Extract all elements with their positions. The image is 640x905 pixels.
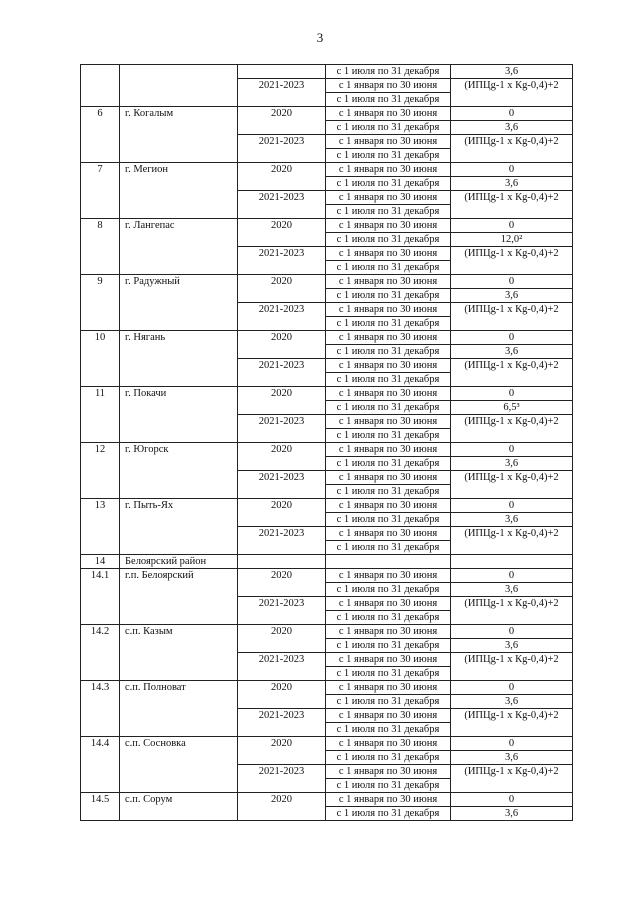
table-row: [81, 443, 573, 457]
period-cell: с 1 июля по 31 декабря: [326, 317, 451, 331]
row-number-cell: 14.4: [81, 737, 120, 793]
municipality-cell: г. Радужный: [120, 275, 238, 331]
year-cell: 2020: [238, 793, 326, 821]
year-cell: 2020: [238, 219, 326, 247]
value-cell: 0: [451, 163, 573, 177]
year-cell: [238, 555, 326, 569]
period-cell: с 1 июля по 31 декабря: [326, 373, 451, 387]
value-cell: (ИПЦg-1 x Кg-0,4)+2: [451, 191, 573, 219]
value-cell: 3,6: [451, 639, 573, 653]
table-row: [81, 681, 573, 695]
municipality-cell: с.п. Сорум: [120, 793, 238, 821]
table-row: [81, 275, 573, 289]
period-cell: с 1 июля по 31 декабря: [326, 401, 451, 415]
period-cell: с 1 января по 30 июня: [326, 625, 451, 639]
period-cell: с 1 января по 30 июня: [326, 681, 451, 695]
period-cell: с 1 января по 30 июня: [326, 387, 451, 401]
municipality-cell: г. Нягань: [120, 331, 238, 387]
period-cell: с 1 января по 30 июня: [326, 107, 451, 121]
period-cell: с 1 июля по 31 декабря: [326, 583, 451, 597]
period-cell: с 1 июля по 31 декабря: [326, 667, 451, 681]
table-row: [81, 555, 573, 569]
value-cell: 3,6: [451, 513, 573, 527]
table-row: [81, 219, 573, 233]
year-cell: 2021-2023: [238, 527, 326, 555]
table-row: [81, 387, 573, 401]
year-cell: 2021-2023: [238, 79, 326, 107]
period-cell: с 1 июля по 31 декабря: [326, 695, 451, 709]
value-cell: 3,6: [451, 457, 573, 471]
period-cell: с 1 января по 30 июня: [326, 79, 451, 93]
value-cell: (ИПЦg-1 x Кg-0,4)+2: [451, 597, 573, 625]
value-cell: 0: [451, 569, 573, 583]
year-cell: 2020: [238, 387, 326, 415]
period-cell: с 1 января по 30 июня: [326, 135, 451, 149]
value-cell: (ИПЦg-1 x Кg-0,4)+2: [451, 415, 573, 443]
year-cell: 2020: [238, 737, 326, 765]
value-cell: 0: [451, 499, 573, 513]
row-number-cell: 8: [81, 219, 120, 275]
year-cell: 2020: [238, 163, 326, 191]
period-cell: с 1 января по 30 июня: [326, 569, 451, 583]
table-row: [81, 107, 573, 121]
municipality-cell: г. Югорск: [120, 443, 238, 499]
period-cell: с 1 января по 30 июня: [326, 247, 451, 261]
period-cell: с 1 января по 30 июня: [326, 709, 451, 723]
year-cell: 2021-2023: [238, 359, 326, 387]
period-cell: с 1 июля по 31 декабря: [326, 723, 451, 737]
tariff-table: [80, 64, 573, 821]
page-number: 3: [316, 30, 324, 45]
municipality-cell: с.п. Полноват: [120, 681, 238, 737]
municipality-cell: г. Пыть-Ях: [120, 499, 238, 555]
period-cell: с 1 июля по 31 декабря: [326, 345, 451, 359]
value-cell: (ИПЦg-1 x Кg-0,4)+2: [451, 359, 573, 387]
year-cell: 2021-2023: [238, 415, 326, 443]
period-cell: с 1 июля по 31 декабря: [326, 639, 451, 653]
period-cell: с 1 июля по 31 декабря: [326, 611, 451, 625]
period-cell: с 1 января по 30 июня: [326, 359, 451, 373]
period-cell: с 1 января по 30 июня: [326, 527, 451, 541]
period-cell: с 1 января по 30 июня: [326, 331, 451, 345]
year-cell: 2021-2023: [238, 597, 326, 625]
value-cell: 3,6: [451, 121, 573, 135]
value-cell: 0: [451, 737, 573, 751]
municipality-cell: [120, 65, 238, 107]
value-cell: 0: [451, 625, 573, 639]
value-cell: (ИПЦg-1 x Кg-0,4)+2: [451, 135, 573, 163]
year-cell: 2021-2023: [238, 709, 326, 737]
period-cell: с 1 июля по 31 декабря: [326, 121, 451, 135]
municipality-cell: г.п. Белоярский: [120, 569, 238, 625]
value-cell: 6,5³: [451, 401, 573, 415]
year-cell: 2021-2023: [238, 471, 326, 499]
value-cell: 0: [451, 275, 573, 289]
value-cell: (ИПЦg-1 x Кg-0,4)+2: [451, 653, 573, 681]
period-cell: с 1 января по 30 июня: [326, 443, 451, 457]
period-cell: с 1 января по 30 июня: [326, 191, 451, 205]
value-cell: 12,0²: [451, 233, 573, 247]
value-cell: (ИПЦg-1 x Кg-0,4)+2: [451, 303, 573, 331]
year-cell: 2020: [238, 499, 326, 527]
value-cell: 0: [451, 387, 573, 401]
year-cell: 2020: [238, 331, 326, 359]
value-cell: (ИПЦg-1 x Кg-0,4)+2: [451, 247, 573, 275]
period-cell: с 1 января по 30 июня: [326, 737, 451, 751]
value-cell: 3,6: [451, 751, 573, 765]
municipality-cell: г. Мегион: [120, 163, 238, 219]
year-cell: 2020: [238, 443, 326, 471]
period-cell: с 1 июля по 31 декабря: [326, 205, 451, 219]
row-number-cell: 11: [81, 387, 120, 443]
value-cell: 0: [451, 107, 573, 121]
period-cell: с 1 июля по 31 декабря: [326, 457, 451, 471]
municipality-cell: Белоярский район: [120, 555, 238, 569]
table-row: [81, 331, 573, 345]
table-row: [81, 793, 573, 807]
period-cell: с 1 января по 30 июня: [326, 415, 451, 429]
row-number-cell: 14.2: [81, 625, 120, 681]
value-cell: 0: [451, 443, 573, 457]
table-row: [81, 569, 573, 583]
period-cell: с 1 июля по 31 декабря: [326, 513, 451, 527]
period-cell: с 1 января по 30 июня: [326, 499, 451, 513]
value-cell: 3,6: [451, 65, 573, 79]
period-cell: с 1 июля по 31 декабря: [326, 429, 451, 443]
period-cell: с 1 июля по 31 декабря: [326, 751, 451, 765]
period-cell: с 1 января по 30 июня: [326, 303, 451, 317]
period-cell: с 1 июля по 31 декабря: [326, 289, 451, 303]
municipality-cell: с.п. Казым: [120, 625, 238, 681]
value-cell: (ИПЦg-1 x Кg-0,4)+2: [451, 709, 573, 737]
value-cell: (ИПЦg-1 x Кg-0,4)+2: [451, 471, 573, 499]
value-cell: 3,6: [451, 345, 573, 359]
period-cell: с 1 января по 30 июня: [326, 275, 451, 289]
period-cell: с 1 января по 30 июня: [326, 163, 451, 177]
year-cell: 2021-2023: [238, 247, 326, 275]
municipality-cell: г. Когалым: [120, 107, 238, 163]
period-cell: с 1 июля по 31 декабря: [326, 807, 451, 821]
period-cell: с 1 января по 30 июня: [326, 765, 451, 779]
row-number-cell: 13: [81, 499, 120, 555]
row-number-cell: [81, 65, 120, 107]
year-cell: 2020: [238, 107, 326, 135]
period-cell: с 1 июля по 31 декабря: [326, 149, 451, 163]
period-cell: с 1 июля по 31 декабря: [326, 261, 451, 275]
period-cell: с 1 июля по 31 декабря: [326, 541, 451, 555]
value-cell: (ИПЦg-1 x Кg-0,4)+2: [451, 79, 573, 107]
year-cell: 2020: [238, 569, 326, 597]
period-cell: с 1 июля по 31 декабря: [326, 779, 451, 793]
year-cell: 2020: [238, 275, 326, 303]
row-number-cell: 14: [81, 555, 120, 569]
period-cell: с 1 июля по 31 декабря: [326, 485, 451, 499]
value-cell: 3,6: [451, 583, 573, 597]
year-cell: [238, 65, 326, 79]
row-number-cell: 14.5: [81, 793, 120, 821]
value-cell: 3,6: [451, 177, 573, 191]
value-cell: 0: [451, 681, 573, 695]
value-cell: 0: [451, 793, 573, 807]
value-cell: (ИПЦg-1 x Кg-0,4)+2: [451, 765, 573, 793]
period-cell: с 1 июля по 31 декабря: [326, 177, 451, 191]
period-cell: с 1 января по 30 июня: [326, 597, 451, 611]
municipality-cell: г. Лангепас: [120, 219, 238, 275]
year-cell: 2021-2023: [238, 303, 326, 331]
period-cell: с 1 января по 30 июня: [326, 219, 451, 233]
table-row: [81, 625, 573, 639]
table-row: [81, 163, 573, 177]
row-number-cell: 12: [81, 443, 120, 499]
year-cell: 2021-2023: [238, 135, 326, 163]
period-cell: с 1 января по 30 июня: [326, 653, 451, 667]
value-cell: [451, 555, 573, 569]
year-cell: 2020: [238, 625, 326, 653]
value-cell: 3,6: [451, 695, 573, 709]
table-row: [81, 499, 573, 513]
tariff-table-body: [81, 65, 573, 821]
row-number-cell: 9: [81, 275, 120, 331]
row-number-cell: 14.3: [81, 681, 120, 737]
year-cell: 2021-2023: [238, 191, 326, 219]
year-cell: 2021-2023: [238, 653, 326, 681]
value-cell: 0: [451, 219, 573, 233]
period-cell: с 1 января по 30 июня: [326, 471, 451, 485]
table-row: [81, 737, 573, 751]
year-cell: 2021-2023: [238, 765, 326, 793]
municipality-cell: г. Покачи: [120, 387, 238, 443]
period-cell: с 1 июля по 31 декабря: [326, 93, 451, 107]
row-number-cell: 10: [81, 331, 120, 387]
period-cell: с 1 июля по 31 декабря: [326, 65, 451, 79]
value-cell: (ИПЦg-1 x Кg-0,4)+2: [451, 527, 573, 555]
value-cell: 0: [451, 331, 573, 345]
row-number-cell: 7: [81, 163, 120, 219]
municipality-cell: с.п. Сосновка: [120, 737, 238, 793]
period-cell: [326, 555, 451, 569]
value-cell: 3,6: [451, 289, 573, 303]
value-cell: 3,6: [451, 807, 573, 821]
period-cell: с 1 января по 30 июня: [326, 793, 451, 807]
row-number-cell: 6: [81, 107, 120, 163]
period-cell: с 1 июля по 31 декабря: [326, 233, 451, 247]
year-cell: 2020: [238, 681, 326, 709]
row-number-cell: 14.1: [81, 569, 120, 625]
table-row: [81, 65, 573, 79]
